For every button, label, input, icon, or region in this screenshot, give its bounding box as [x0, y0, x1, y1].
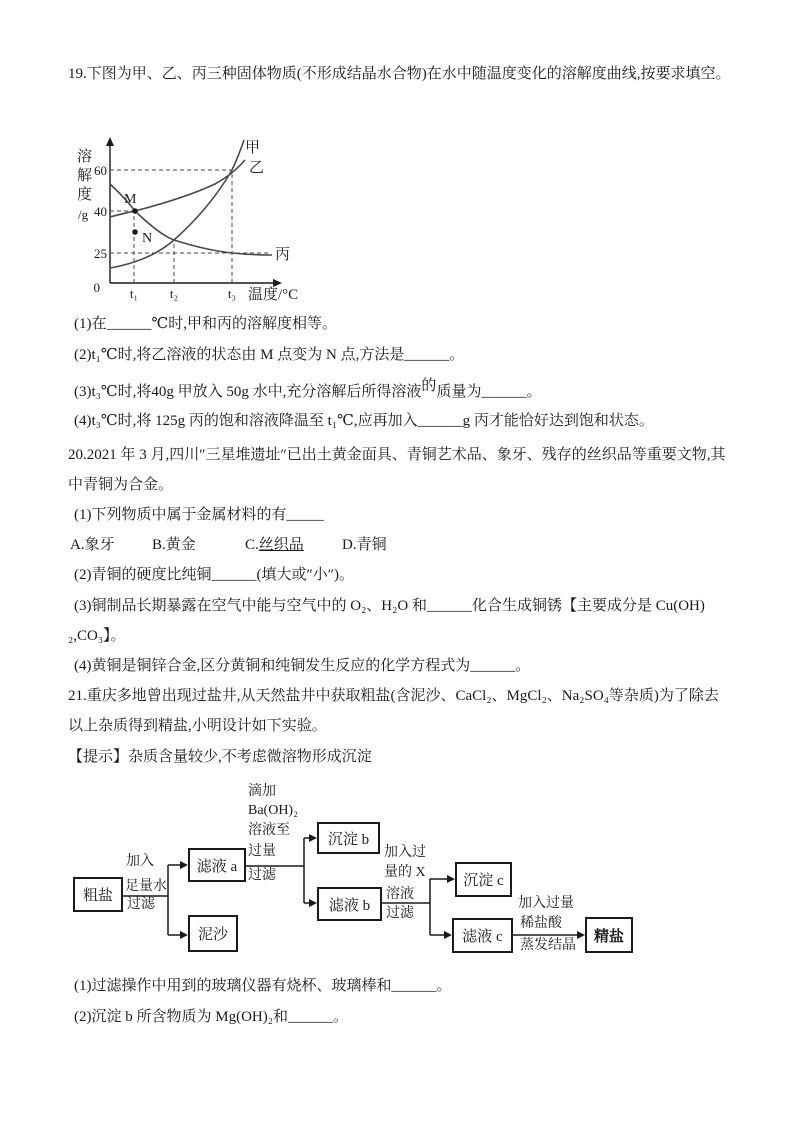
- ytick-60: 60: [94, 163, 107, 178]
- y-axis-arrow-icon: [106, 137, 114, 146]
- arrow-to-precipitate-b-icon: [309, 834, 317, 842]
- point-n-label: N: [142, 231, 153, 246]
- y-axis-unit: /g: [78, 207, 89, 222]
- step2-label: 过量: [248, 844, 276, 859]
- arrow-to-sediment-icon: [180, 931, 188, 939]
- ytick-40: 40: [94, 204, 107, 219]
- q19-part1: (1)在______℃时,甲和丙的溶解度相等。: [74, 316, 338, 332]
- step1-label: 加入: [126, 854, 154, 869]
- step3-label: 加入过: [384, 845, 426, 860]
- arrow-to-refined-salt-icon: [577, 931, 585, 939]
- xtick-t3: t₃: [227, 286, 237, 301]
- q20-option-c-prefix: C.: [245, 537, 259, 553]
- step4-label: 加入过量: [518, 896, 574, 911]
- step1-label: 过滤: [127, 897, 155, 912]
- step1-label: 足量水: [125, 879, 167, 894]
- point-n-dot: [132, 229, 138, 235]
- flow-box-filtrate-a: 滤液 a: [188, 848, 246, 882]
- step3-label: 量的 X: [384, 865, 426, 880]
- q21-stem-line1: 21.重庆多地曾出现过盐井,从天然盐井中获取粗盐(含泥沙、CaCl₂、MgCl₂、Na₂SO₄等杂质)为了除去: [68, 688, 719, 704]
- step3-label: 过滤: [386, 906, 414, 921]
- flow-box-precipitate-b: 沉淀 b: [317, 822, 380, 854]
- q20-option-d: D.青铜: [342, 537, 387, 553]
- y-axis-label: 度: [77, 187, 93, 203]
- q21-stem-line2: 以上杂质得到精盐,小明设计如下实验。: [68, 718, 327, 734]
- q19-part4: (4)t₃℃时,将 125g 丙的饱和溶液降温至 t₁℃,应再加入______g 丙才能恰好达到饱和状态。: [74, 413, 654, 429]
- flow-box-filtrate-b: 滤液 b: [317, 887, 382, 921]
- step2-label: 滴加: [248, 784, 276, 799]
- q20-stem-line1: 20.2021 年 3 月,四川″三星堆遗址″已出土黄金面具、青铜艺术品、象牙、残存的丝织品等重要文物,其: [68, 447, 726, 463]
- q20-option-a: A.象牙: [70, 537, 115, 553]
- q19-part3-superscript: 的: [421, 378, 437, 394]
- q19-part3-post: 质量为______。: [436, 384, 542, 400]
- step3-label: 溶液: [386, 887, 414, 902]
- origin-label: 0: [93, 280, 100, 295]
- q20-part3-line1: (3)铜制品长期暴露在空气中能与空气中的 O₂、H₂O 和______化合生成铜锈【主要成分是 Cu(OH): [74, 598, 705, 614]
- flow-box-crude-salt: 粗盐: [73, 877, 123, 912]
- q21-part1: (1)过滤操作中用到的玻璃仪器有烧杯、玻璃棒和______。: [74, 978, 452, 994]
- q20-part2: (2)青铜的硬度比纯铜______(填大或″小″)。: [74, 567, 354, 583]
- q19-stem: 19.下图为甲、乙、丙三种固体物质(不形成结晶水合物)在水中随温度变化的溶解度曲线,按要求填空。: [68, 66, 731, 82]
- q20-option-c-underlined: 丝织品: [258, 537, 304, 553]
- step4-label: 蒸发结晶: [520, 938, 576, 953]
- q19-part2: (2)t₁℃时,将乙溶液的状态由 M 点变为 N 点,方法是______。: [74, 347, 465, 363]
- curve-label-yi: 乙: [249, 160, 265, 176]
- x-axis-arrow-icon: [273, 279, 282, 287]
- arrow-to-filtrate-b-icon: [309, 899, 317, 907]
- q19-part3-pre: (3)t₃℃时,将40g 甲放入 50g 水中,充分溶解后所得溶液: [74, 384, 422, 400]
- curve-label-bing: 丙: [275, 247, 291, 263]
- curve-label-jia: 甲: [245, 140, 261, 156]
- q20-part1: (1)下列物质中属于金属材料的有_____: [74, 507, 324, 523]
- q20-stem-line2: 中青铜为合金。: [68, 477, 174, 493]
- q21-part2: (2)沉淀 b 所含物质为 Mg(OH)₂和______。: [74, 1009, 348, 1025]
- step4-label: 稀盐酸: [520, 916, 562, 931]
- step2-label: 过滤: [248, 868, 276, 883]
- flow-box-precipitate-c: 沉淀 c: [455, 862, 512, 897]
- curve-yi: [110, 160, 245, 217]
- q21-hint: 【提示】杂质含量较少,不考虑微溶物形成沉淀: [68, 749, 372, 765]
- x-axis-label: 温度/°C: [248, 287, 299, 303]
- flow-box-refined-salt: 精盐: [585, 917, 633, 953]
- point-m-label: M: [124, 192, 137, 207]
- flow-box-sediment: 泥沙: [188, 915, 238, 952]
- arrow-to-precipitate-c-icon: [447, 875, 455, 883]
- flow-box-filtrate-c: 滤液 c: [452, 918, 513, 953]
- q20-part3-line2: ₂,CO₃】。: [68, 628, 126, 644]
- xtick-t1: t₁: [129, 286, 139, 301]
- y-axis-label: 解: [77, 168, 93, 184]
- q19-part3: [74, 378, 542, 401]
- arrow-to-filtrate-c-icon: [444, 931, 452, 939]
- q20-option-b: B.黄金: [152, 537, 196, 553]
- xtick-t2: t₂: [169, 286, 179, 301]
- q20-part4: (4)黄铜是铜锌合金,区分黄铜和纯铜发生反应的化学方程式为______。: [74, 658, 531, 674]
- step2-label: 溶液至: [248, 823, 290, 838]
- point-m-dot: [132, 208, 138, 214]
- solubility-chart: [65, 132, 305, 307]
- y-axis-label: 溶: [77, 149, 93, 165]
- ytick-25: 25: [94, 246, 107, 261]
- step2-label: Ba(OH)₂: [248, 803, 298, 818]
- arrow-to-filtrate-a-icon: [180, 861, 188, 869]
- q20-option-c: [245, 537, 304, 554]
